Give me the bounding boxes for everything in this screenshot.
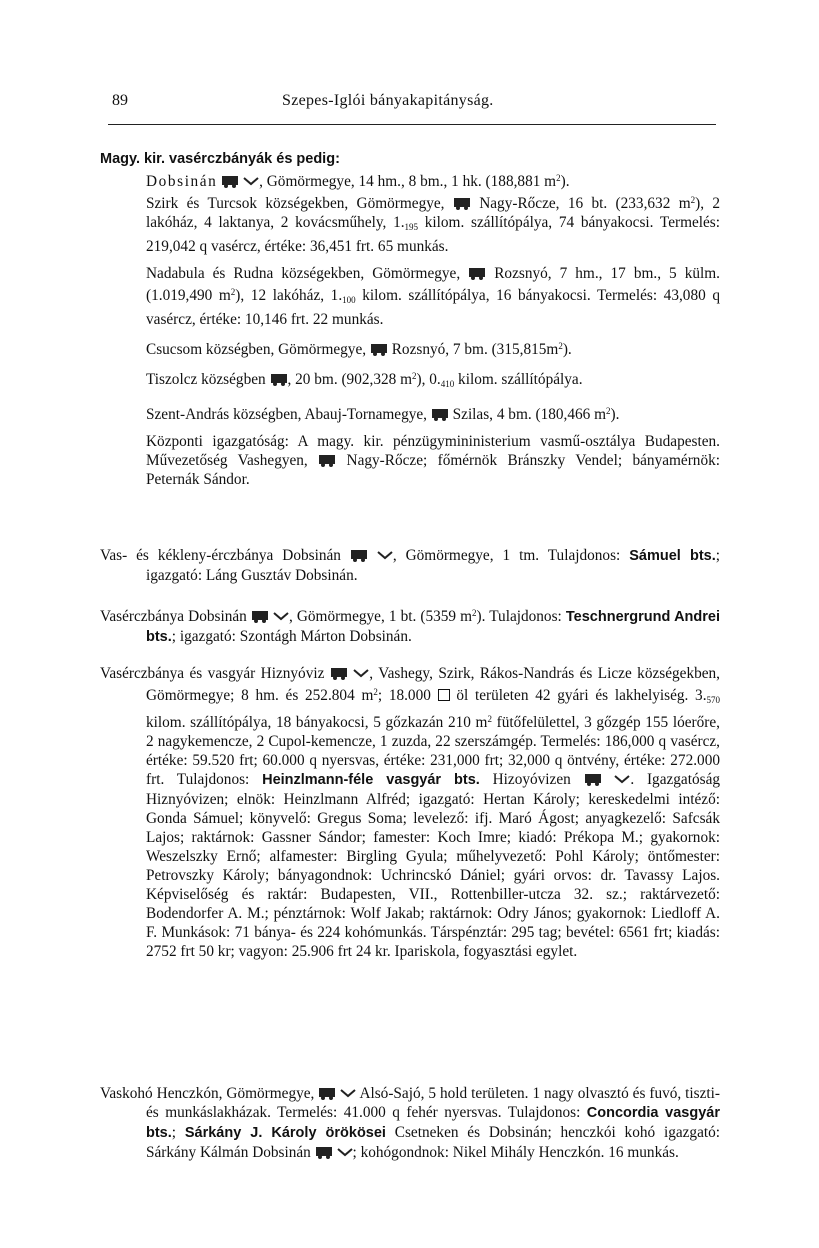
entry-dobsina-iron: Vasérczbánya Dobsinán , Gömörmegye, 1 bt. (5359 $m^2$). Tulajdonos: Teschnergrund Andrei bts.; igazgató: Szontágh Márton Dobsinán. <box>100 608 721 645</box>
railway-station-icon <box>468 266 486 280</box>
railway-station-icon <box>315 1145 333 1159</box>
section-dobsina-iron-mine <box>100 604 720 647</box>
square-fathom-symbol <box>438 689 450 701</box>
entry-szent-andras: Szent-András községben, Abauj-Tornamegye, Szilas, 4 bm. (180,466 $m^2$). <box>146 406 620 423</box>
page-number: 89 <box>112 92 128 109</box>
railway-station-icon <box>251 609 269 623</box>
railway-station-icon <box>318 1086 336 1100</box>
railway-station-icon <box>221 174 239 188</box>
railway-station-icon <box>318 453 336 467</box>
header-rule <box>108 124 716 125</box>
section-henczko <box>100 1084 720 1162</box>
railway-station-icon <box>330 666 348 680</box>
railway-station-icon <box>350 548 368 562</box>
entry-hiznyoviz: Vasérczbánya és vasgyár Hiznyóviz , Vashegy, Szirk, Rákos-Nandrás és Licze községekben, Gömörmegye; 8 hm. és 252.804 $m^2$; 18.000 öl területen 42 gyári és lakhelyiség. $3._{570}$ kilom. szállítópálya, 18 bányakocsi, 5 gőzkazán 210 $m^2$ fütőfelülettel, 3 gőzgép 155 lóerőre, 2 nagykemencze, 2 Cupol-kemencze, 1 zuzda, 22 szerszámgép. Termelés: 186,000 q vasércz, értéke: 59.520 frt; 60.000 q nyersvas, értéke: 231,000 frt; 32,000 q öntvény, értéke: 272.000 frt. Tulajdonos: Heinzlmann-féle vasgyár bts. Hizoyóvizen . Igazgatóság Hiznyóvizen; elnök: Heinzlmann Alfréd; igazgató: Hertan Károly; kereskedelmi intéző: Gonda Sámuel; könyvelő: Gregus Soma; levelező: ifj. Maró Ágost; anyagkezelő: Safcsák Lajos; raktárnok: Gassner Sándor; famester: Koch Imre; kiadó: Prékopa M.; gyakornok: Weszelszky Ernő; alfamester: Birgling Gyula; műhelyvezető: Pohl Károly; öntőmester: Petrovszky Károly; bányagondnok: Uchrincskó Dániel; gyári orvos: dr. Tavassy Lajos. Képviselőség és raktár: Budapesten, VII., Rottenbiller-utcza 32. sz.; raktárvezető: Bodendorfer A. M.; pénztárnok: Wolf Jakab; raktárnok: Odry János; gyakornok: Liedloff A. F. Munkások: 71 bánya- és 224 kohómunkás. Társpénztár: 295 tag; bevétel: 6561 frt; kiadás: 2752 frt 50 kr; vagyon: 25.906 frt 24 kr. Ipariskola, fogyasztási egylet. <box>100 665 721 960</box>
section-iron-cobalt-mine <box>100 546 720 585</box>
post-office-icon <box>273 611 289 623</box>
railway-station-icon <box>453 196 471 210</box>
post-office-icon <box>337 1147 353 1159</box>
post-office-icon <box>353 668 369 680</box>
railway-station-icon <box>370 342 388 356</box>
entry-dobsina: Dobsinán , Gömörmegye, 14 hm., 8 bm., 1 hk. (188,881 $m^2$). <box>146 173 570 190</box>
page-header <box>112 88 716 116</box>
entry-dobsina-iron-cobalt: Vas- és kékleny-érczbánya Dobsinán , Gömörmegye, 1 tm. Tulajdonos: Sámuel bts.; igazgató: Láng Gusztáv Dobsinán. <box>100 547 720 584</box>
section-state-mines <box>100 150 720 489</box>
railway-station-icon <box>270 372 288 386</box>
entry-szirk-turcsok: Szirk és Turcsok községekben, Gömörmegye, Nagy-Rőcze, 16 bt. (233,632 $m^2$), 2 lakóház, 4 laktanya, 2 kovácsműhely, $1._{195}$ kilom. szállítópálya, 74 bányakocsi. Termelés: 219,042 q vasércz, értéke: 36,451 frt. 65 munkás. <box>146 195 721 255</box>
railway-station-icon <box>431 407 449 421</box>
section-heading: Magy. kir. vasérczbányák és pedig: <box>100 151 340 167</box>
entry-nadabula-rudna: Nadabula és Rudna községekben, Gömörmegye, Rozsnyó, 7 hm., 17 bm., 5 külm. (1.019,490 $m^2$), 12 lakóház, $1._{100}$ kilom. szállítópálya, 16 bányakocsi. Termelés: 43,080 q vasércz, értéke: 10,146 frt. 22 munkás. <box>146 265 720 328</box>
entry-tiszolcz: Tiszolcz községben , 20 bm. (902,328 $m^2$), $0._{410}$ kilom. szállítópálya. <box>146 371 583 389</box>
railway-station-icon <box>584 772 602 786</box>
post-office-icon <box>614 774 630 786</box>
post-office-icon <box>340 1088 356 1100</box>
entry-central-directorate: Központi igazgatóság: A magy. kir. pénzügymininisterium vasmű-osztálya Budapesten. Művezetőség Vashegyen, Nagy-Rőcze; főmérnök Bránszky Vendel; bányamérnök: Peternák Sándor. <box>146 433 720 488</box>
entry-csucsom: Csucsom községben, Gömörmegye, Rozsnyó, 7 bm. $(315,815m^2)$. <box>146 341 572 358</box>
page-title: Szepes-Iglói bányakapitányság. <box>282 92 494 109</box>
post-office-icon <box>377 550 393 562</box>
entry-henczko: Vaskohó Henczkón, Gömörmegye, Alsó-Sajó, 5 hold területen. 1 nagy olvasztó és fuvó, tiszti- és munkáslakházak. Termelés: 41.000 q fehér nyersvas. Tulajdonos: Concordia vasgyár bts.; Sárkány J. Károly örökösei Csetneken és Dobsinán; henczkói kohó igazgató: Sárkány Kálmán Dobsinán ; kohógondnok: Nikel Mihály Henczkón. 16 munkás. <box>100 1085 721 1161</box>
post-office-icon <box>243 176 259 188</box>
section-hiznyoviz <box>100 664 720 961</box>
